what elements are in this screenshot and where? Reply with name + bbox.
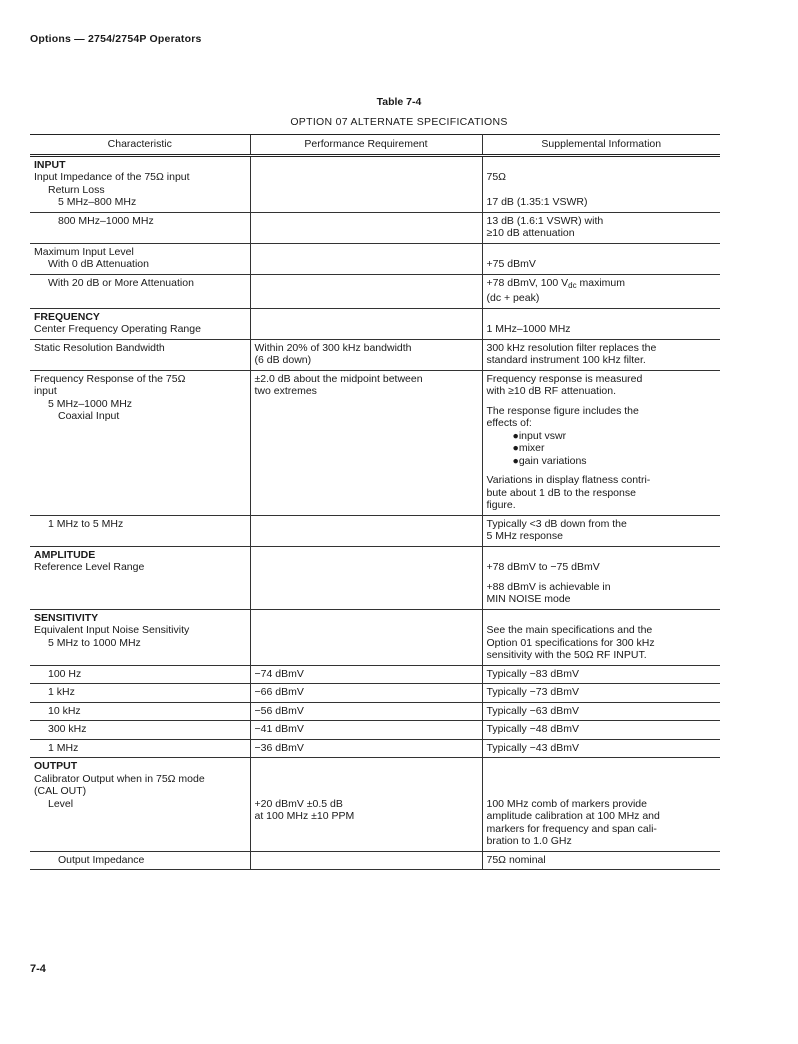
table-row — [30, 851, 720, 870]
char-resp-1-5: 1 MHz to 5 MHz — [48, 517, 124, 530]
info-static-res-2: standard instrument 100 kHz filter. — [486, 354, 646, 366]
perf-sens-1mhz: −36 dBmV — [250, 739, 482, 758]
info-sens-1mhz: Typically −43 dBmV — [482, 739, 720, 758]
table-row — [30, 212, 720, 243]
char-sens-300khz: 300 kHz — [48, 723, 87, 735]
perf-sens-1khz: −66 dBmV — [250, 684, 482, 703]
char-out-imp: Output Impedance — [58, 853, 145, 866]
section-input: INPUT — [34, 158, 66, 171]
info-cal-level-3: markers for frequency and span cali- — [486, 822, 657, 835]
info-sens-1khz: Typically −73 dBmV — [482, 684, 720, 703]
info-max-20db-1: +78 dBmV, 100 $V_{dc}$ maximum — [486, 276, 626, 290]
table-row — [30, 665, 720, 684]
char-sens-100hz: 100 Hz — [48, 667, 82, 680]
info-out-imp: 75Ω nominal — [482, 851, 720, 870]
info-static-res-1: 300 kHz resolution filter replaces the — [486, 341, 657, 354]
char-cal-level: Level — [48, 797, 74, 810]
table-row — [30, 274, 720, 308]
info-freq-resp-3: The response figure includes the — [486, 404, 639, 417]
info-freq-resp-7: figure. — [486, 499, 516, 511]
char-cal-out-2: (CAL OUT) — [34, 785, 87, 797]
info-freq-resp-4: effects of: — [486, 417, 532, 429]
perf-static-res-1: Within 20% of 300 kHz bandwidth — [254, 341, 412, 354]
info-cal-level-1: 100 MHz comb of markers provide — [486, 797, 647, 810]
char-sens-1khz: 1 kHz — [48, 686, 75, 698]
col-supplemental: Supplemental Information — [482, 135, 720, 156]
page-header: Options — 2754/2754P Operators — [30, 33, 202, 45]
info-eq-noise-2: Option 01 specifications for 300 kHz — [486, 636, 655, 649]
info-freq-resp-1: Frequency response is measured — [486, 372, 643, 385]
table-row — [30, 155, 720, 212]
table-row — [30, 546, 720, 609]
section-output: OUTPUT — [34, 760, 78, 772]
char-max-20db: With 20 dB or More Attenuation — [48, 276, 194, 289]
info-freq-resp-6: bute about 1 dB to the response — [486, 486, 636, 499]
perf-sens-10khz: −56 dBmV — [250, 702, 482, 721]
char-freq-resp-4: Coaxial Input — [58, 410, 120, 422]
char-max-input: Maximum Input Level — [34, 245, 134, 258]
char-eq-noise: Equivalent Input Noise Sensitivity — [34, 624, 190, 636]
table-header-row — [30, 135, 720, 156]
char-ref-level: Reference Level Range — [34, 561, 145, 573]
char-freq-resp-1: Frequency Response of the 75Ω — [34, 372, 186, 385]
info-sens-100hz: Typically −83 dBmV — [482, 665, 720, 684]
col-characteristic: Characteristic — [30, 135, 250, 156]
perf-freq-resp-2: two extremes — [254, 385, 317, 397]
perf-sens-300khz: −41 dBmV — [250, 721, 482, 740]
table-row — [30, 684, 720, 703]
char-freq-resp-3: 5 MHz–1000 MHz — [48, 397, 133, 410]
table-row — [30, 739, 720, 758]
info-freq-resp-2: with ≥10 dB RF attenuation. — [486, 385, 617, 397]
table-row — [30, 370, 720, 515]
section-frequency: FREQUENCY — [34, 310, 100, 323]
bullet-input-vswr: ●input vswr — [512, 429, 567, 442]
perf-cal-level-2: at 100 MHz ±10 PPM — [254, 810, 355, 822]
char-rl-5-800: 5 MHz–800 MHz — [58, 196, 137, 208]
info-sens-300khz: Typically −48 dBmV — [482, 721, 720, 740]
char-rl-800-1000: 800 MHz–1000 MHz — [58, 214, 154, 227]
bullet-gain: ●gain variations — [512, 454, 587, 467]
perf-freq-resp-1: ±2.0 dB about the midpoint between — [254, 372, 423, 385]
table-title: OPTION 07 ALTERNATE SPECIFICATIONS — [290, 116, 508, 128]
table-row — [30, 702, 720, 721]
table-number: Table 7-4 — [376, 96, 422, 108]
info-rl-800-1000-2: ≥10 dB attenuation — [486, 227, 575, 239]
info-resp-1-5-1: Typically <3 dB down from the — [486, 517, 627, 530]
table-row — [30, 515, 720, 546]
bullet-mixer: ●mixer — [512, 442, 545, 454]
char-freq-resp-2: input — [34, 385, 57, 397]
info-max-20db-2: (dc + peak) — [486, 292, 540, 304]
section-amplitude: AMPLITUDE — [34, 548, 96, 561]
table-row — [30, 758, 720, 852]
table-row — [30, 609, 720, 665]
char-sens-10khz: 10 kHz — [48, 704, 81, 717]
info-impedance: 75Ω — [486, 171, 507, 183]
char-sens-1mhz: 1 MHz — [48, 741, 79, 754]
table-row — [30, 243, 720, 274]
char-input-impedance: Input Impedance of the 75Ω input — [34, 171, 190, 183]
info-rl-5-800: 17 dB (1.35:1 VSWR) — [486, 196, 588, 208]
perf-static-res-2: (6 dB down) — [254, 354, 312, 366]
char-cal-out-1: Calibrator Output when in 75Ω mode — [34, 772, 205, 785]
info-freq-resp-5: Variations in display flatness contri- — [486, 474, 651, 486]
info-resp-1-5-2: 5 MHz response — [486, 530, 563, 542]
info-cal-level-2: amplitude calibration at 100 MHz and — [486, 810, 660, 822]
section-sensitivity: SENSITIVITY — [34, 611, 99, 624]
char-eq-noise-range: 5 MHz to 1000 MHz — [48, 636, 141, 649]
info-rl-800-1000-1: 13 dB (1.6:1 VSWR) with — [486, 214, 604, 227]
info-max-0db: +75 dBmV — [486, 258, 536, 270]
char-center-freq: Center Frequency Operating Range — [34, 323, 201, 335]
page-number: 7-4 — [30, 963, 46, 975]
info-eq-noise-1: See the main specifications and the — [486, 624, 653, 636]
info-cal-level-4: bration to 1.0 GHz — [486, 835, 572, 847]
info-ref-level-2: +88 dBmV is achievable in — [486, 580, 611, 593]
info-ref-level-3: MIN NOISE mode — [486, 593, 571, 605]
table-row — [30, 339, 720, 370]
table-row — [30, 721, 720, 740]
char-return-loss: Return Loss — [48, 183, 105, 196]
info-eq-noise-3: sensitivity with the 50Ω RF INPUT. — [486, 649, 647, 661]
perf-cal-level-1: +20 dBmV ±0.5 dB — [254, 797, 343, 810]
spec-table — [30, 134, 720, 870]
col-performance: Performance Requirement — [250, 135, 482, 156]
char-static-res: Static Resolution Bandwidth — [34, 341, 165, 354]
char-max-0db: With 0 dB Attenuation — [48, 258, 149, 270]
info-ref-level-1: +78 dBmV to −75 dBmV — [486, 561, 600, 573]
table-row — [30, 308, 720, 339]
info-sens-10khz: Typically −63 dBmV — [482, 702, 720, 721]
info-center-freq: 1 MHz–1000 MHz — [486, 323, 571, 335]
perf-sens-100hz: −74 dBmV — [250, 665, 482, 684]
